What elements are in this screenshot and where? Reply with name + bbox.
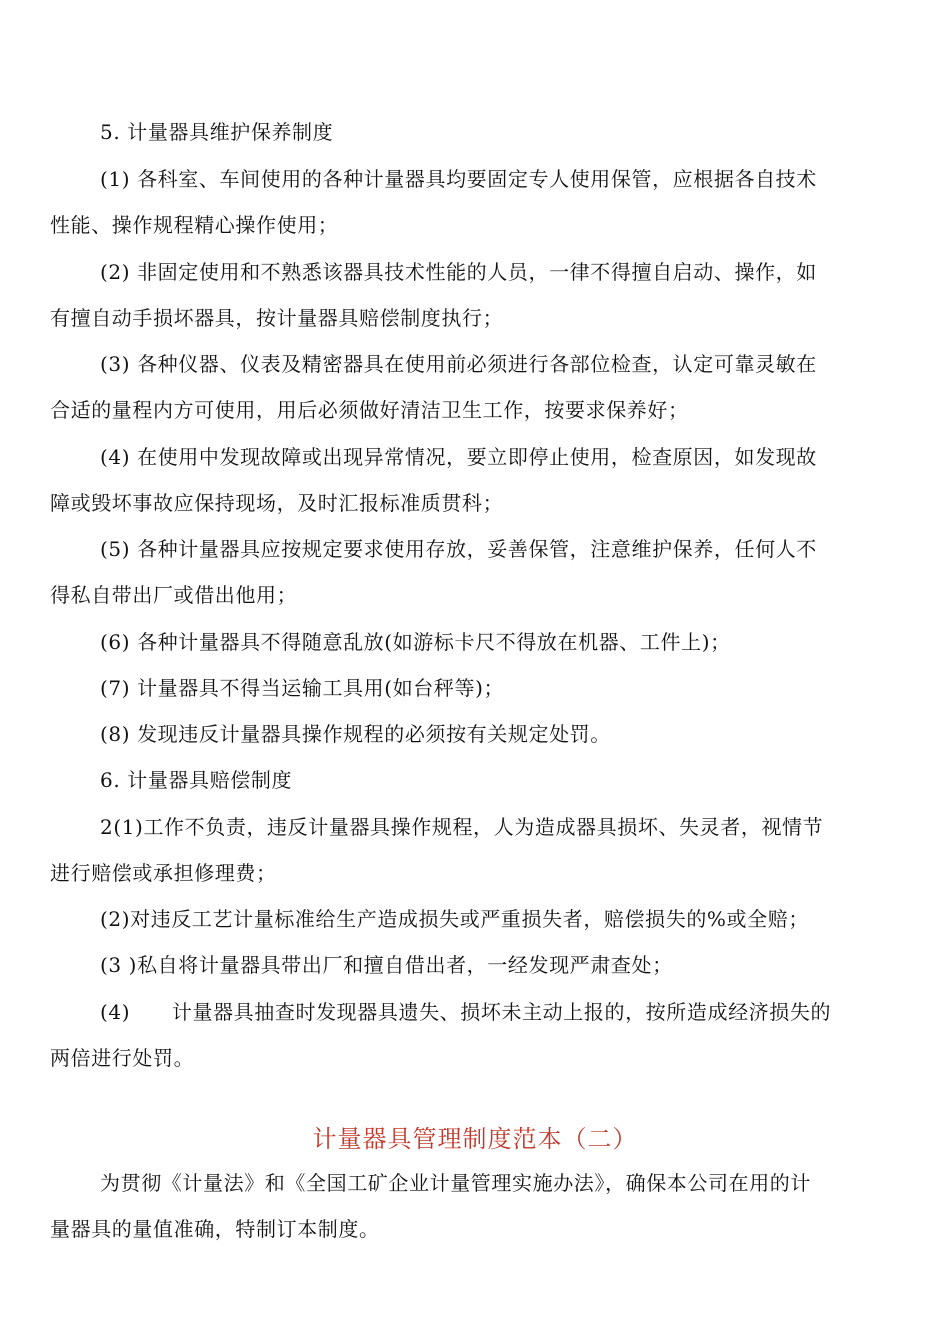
- paragraph-line: 性能、操作规程精心操作使用；: [50, 213, 339, 237]
- paragraph-line: 2(1)工作不负责，违反计量器具操作规程，人为造成器具损坏、失灵者，视情节: [100, 815, 824, 839]
- section-6-heading: 6. 计量器具赔偿制度: [100, 768, 293, 792]
- paragraph-line: 为贯彻《计量法》和《全国工矿企业计量管理实施办法》，确保本公司在用的计: [100, 1171, 811, 1195]
- section-5-heading: 5. 计量器具维护保养制度: [100, 120, 334, 144]
- paragraph-line: (3 )私自将计量器具带出厂和擅自借出者，一经发现严肃查处；: [100, 953, 673, 977]
- paragraph-line: 量器具的量值准确，特制订本制度。: [50, 1217, 380, 1241]
- paragraph-line: 有擅自动手损坏器具，按计量器具赔偿制度执行；: [50, 306, 504, 330]
- paragraph-line: (1) 各科室、车间使用的各种计量器具均要固定专人使用保管，应根据各自技术: [100, 167, 817, 191]
- paragraph-line: 两倍进行处罚。: [50, 1046, 195, 1070]
- paragraph-line: (2)对违反工艺计量标准给生产造成损失或严重损失者，赔偿损失的%或全赔；: [100, 907, 809, 931]
- paragraph-line: (3) 各种仪器、仪表及精密器具在使用前必须进行各部位检查，认定可靠灵敏在: [100, 352, 817, 376]
- paragraph-line: (6) 各种计量器具不得随意乱放(如游标卡尺不得放在机器、工件上)；: [100, 630, 731, 654]
- paragraph-line: (7) 计量器具不得当运输工具用(如台秤等)；: [100, 676, 505, 700]
- paragraph-line: (8) 发现违反计量器具操作规程的必须按有关规定处罚。: [100, 722, 611, 746]
- paragraph-line: 进行赔偿或承担修理费；: [50, 861, 277, 885]
- paragraph-line: (4) 计量器具抽查时发现器具遗失、损坏未主动上报的，按所造成经济损失的: [100, 1000, 832, 1024]
- paragraph-line: 障或毁坏事故应保持现场，及时汇报标准质贯科；: [50, 491, 504, 515]
- paragraph-line: 合适的量程内方可使用，用后必须做好清洁卫生工作，按要求保养好；: [50, 398, 689, 422]
- paragraph-line: (4) 在使用中发现故障或出现异常情况，要立即停止使用，检查原因，如发现故: [100, 445, 817, 469]
- paragraph-line: (5) 各种计量器具应按规定要求使用存放，妥善保管，注意维护保养，任何人不: [100, 537, 817, 561]
- paragraph-line: 得私自带出厂或借出他用；: [50, 583, 298, 607]
- paragraph-line: (2) 非固定使用和不熟悉该器具技术性能的人员，一律不得擅自启动、操作，如: [100, 260, 817, 284]
- section-title: 计量器具管理制度范本（二）: [312, 1125, 638, 1153]
